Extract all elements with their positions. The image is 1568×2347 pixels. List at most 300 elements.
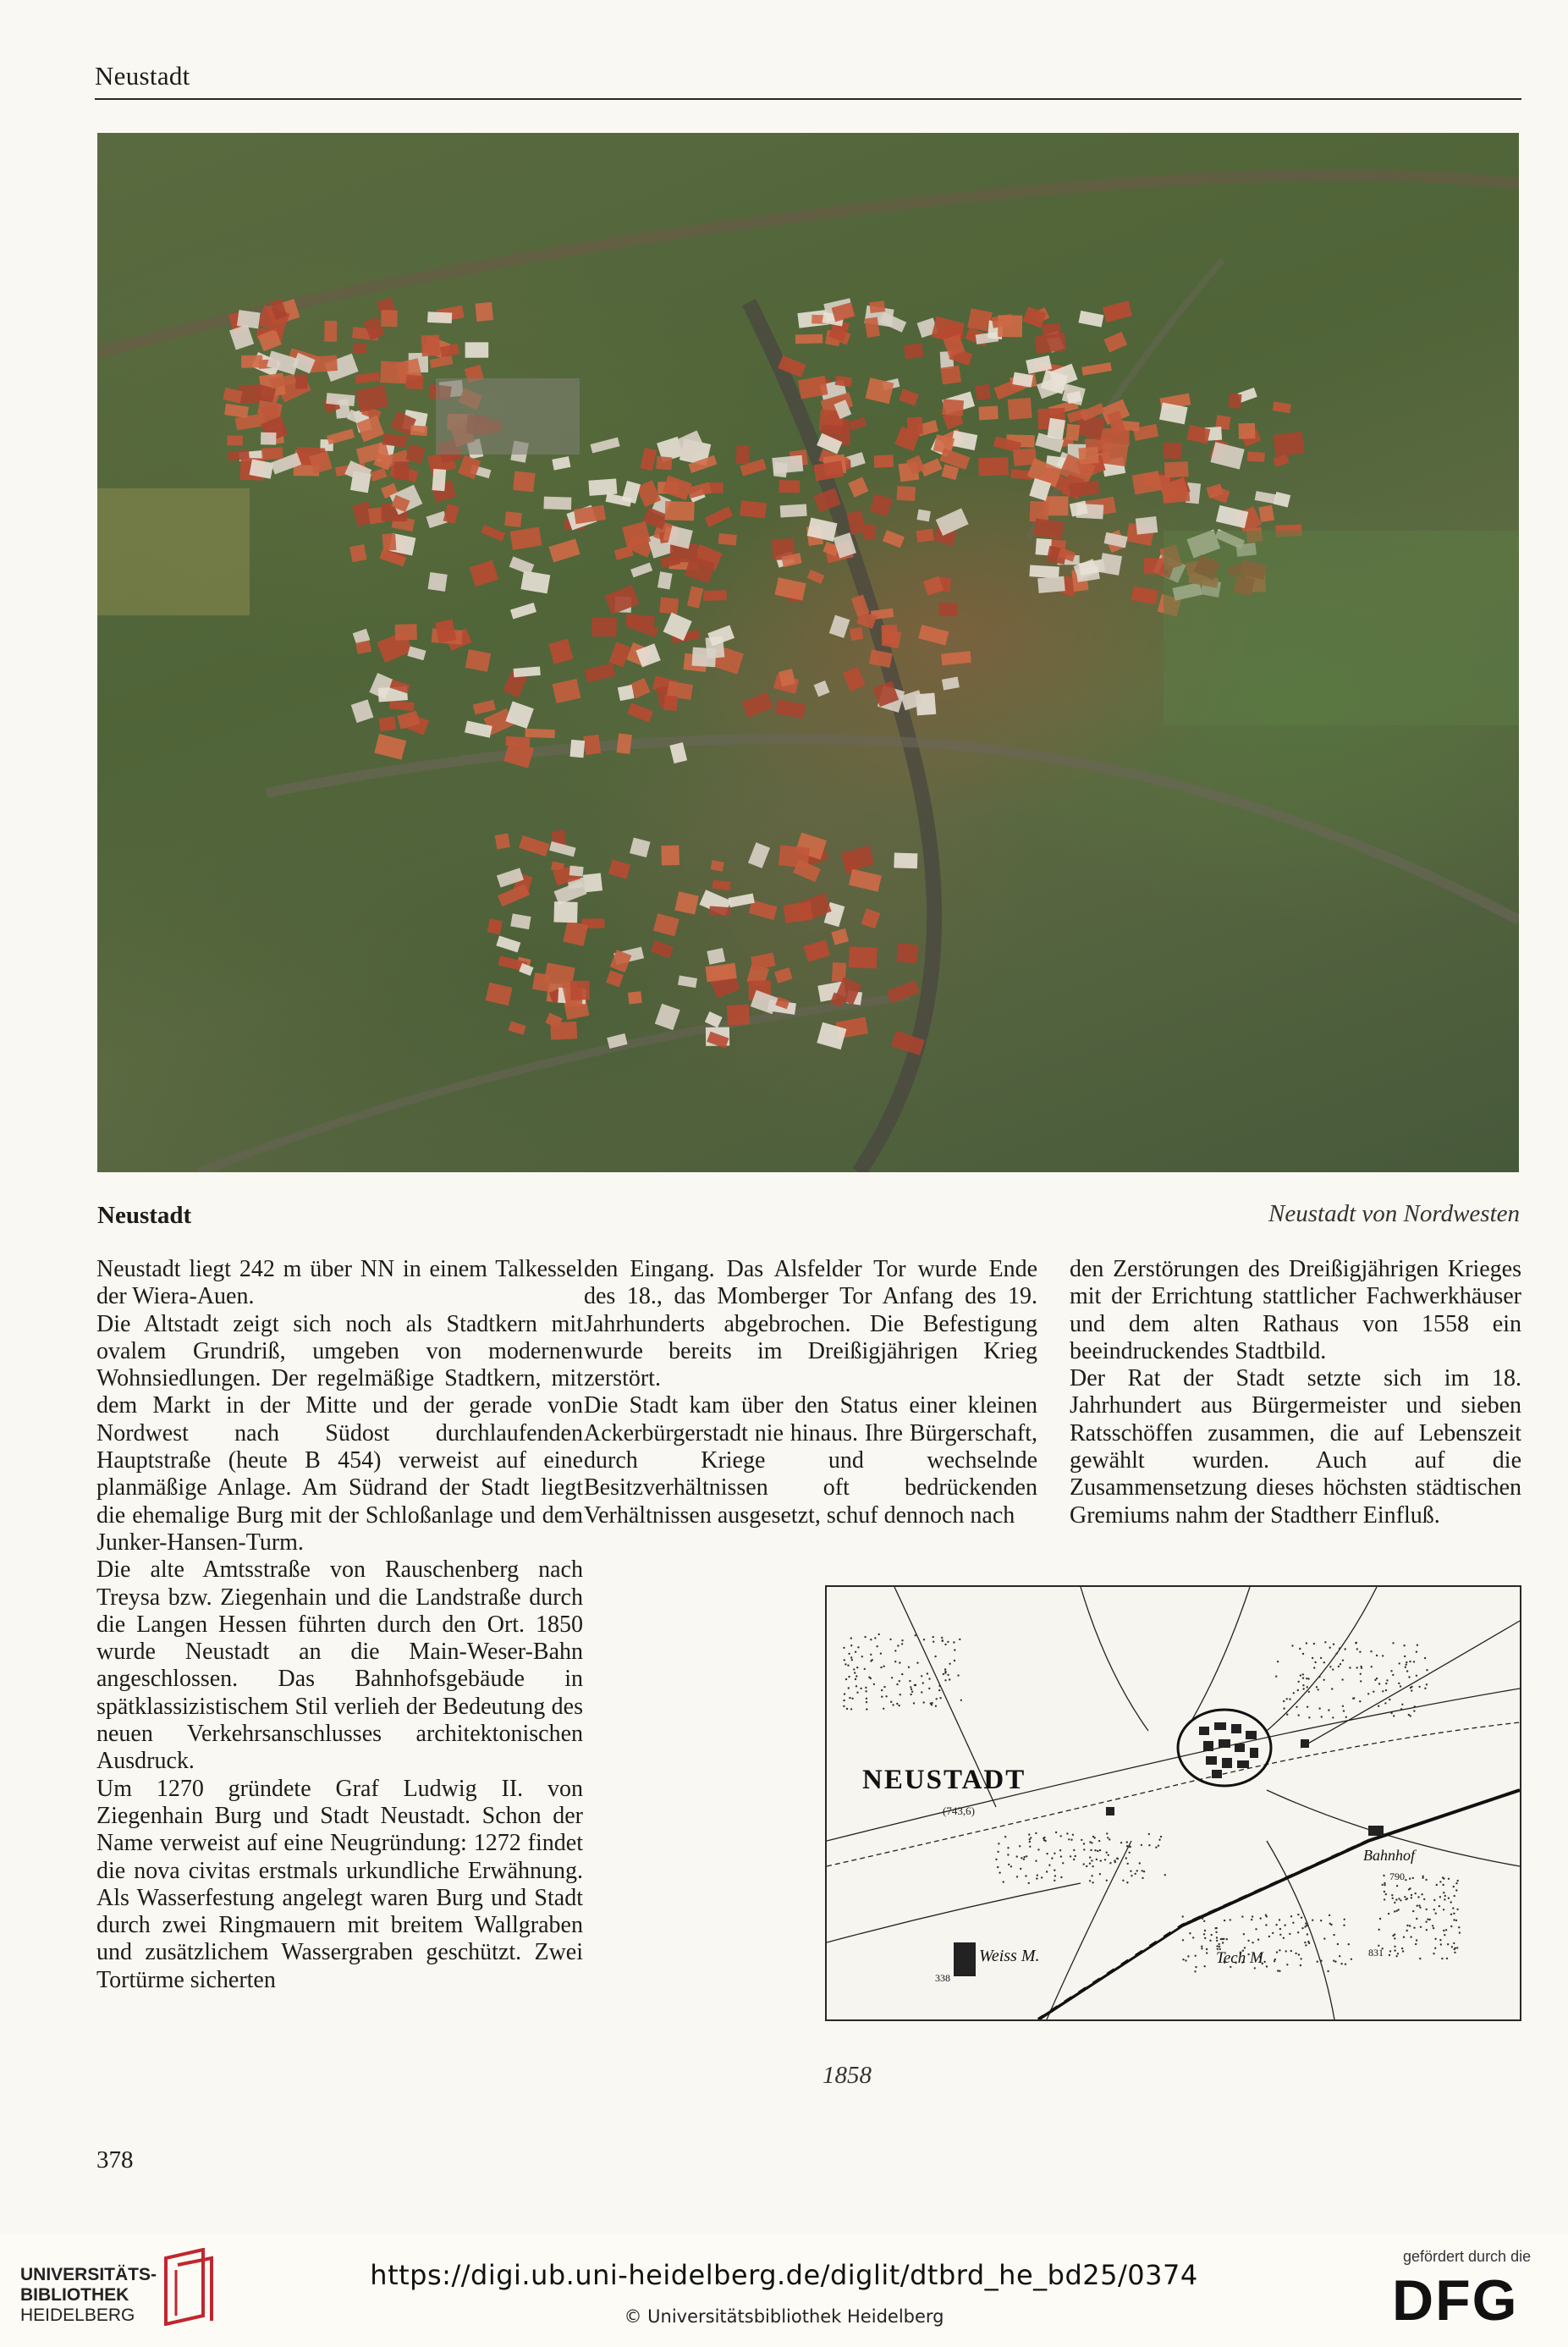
map-dot xyxy=(1029,1838,1031,1840)
map-dot xyxy=(1417,1905,1418,1907)
map-dot xyxy=(1360,1666,1362,1667)
map-dot xyxy=(1406,1930,1408,1931)
header-rule xyxy=(95,98,1521,100)
map-dot xyxy=(1345,1648,1346,1650)
map-dot xyxy=(1403,1937,1405,1938)
roof xyxy=(514,667,541,678)
paragraph: Die Stadt kam über den Status einer kleinen Ackerbürgerstadt nie hinaus. Ihre Bürgerschaft, durch Kriege und wechselnde Besitzverhältnissen oft bedrückenden Verhältnissen ausgesetzt, schuf dennoch nach xyxy=(584,1392,1037,1529)
map-dot xyxy=(1143,1870,1145,1872)
map-dot xyxy=(1370,1650,1372,1652)
roof xyxy=(486,983,513,1006)
map-dot xyxy=(1432,1925,1433,1926)
roof xyxy=(1247,452,1265,462)
map-dot xyxy=(939,1697,941,1699)
map-dot xyxy=(1142,1870,1143,1871)
map-dot xyxy=(1277,1970,1279,1971)
map-dot xyxy=(894,1650,896,1651)
map-dot xyxy=(1396,1885,1398,1887)
map-dot xyxy=(851,1659,853,1661)
map-dot xyxy=(1405,1667,1406,1668)
map-dot xyxy=(1016,1855,1018,1857)
roof xyxy=(1078,311,1103,328)
roof xyxy=(918,625,949,645)
map-dot xyxy=(1411,1894,1412,1896)
map-dot xyxy=(909,1680,911,1682)
map-dot xyxy=(1355,1642,1356,1644)
map-dot xyxy=(845,1678,847,1680)
map-dot xyxy=(1456,1947,1458,1948)
roof xyxy=(355,372,379,383)
map-dot xyxy=(1455,1882,1457,1884)
map-dot xyxy=(1243,1933,1245,1935)
map-dot xyxy=(1215,1927,1217,1929)
map-dot xyxy=(1046,1853,1048,1854)
roof xyxy=(1273,432,1304,457)
roof xyxy=(916,529,934,543)
roof xyxy=(509,1022,526,1035)
map-dot xyxy=(1306,1678,1307,1679)
funding-note: gefördert durch die xyxy=(1403,2248,1532,2265)
roof xyxy=(1078,447,1098,465)
map-dot xyxy=(1329,1915,1330,1916)
map-dot xyxy=(1148,1833,1150,1835)
map-dot xyxy=(1433,1927,1434,1929)
map-dot xyxy=(1379,1918,1381,1920)
roof xyxy=(705,506,734,526)
map-dot xyxy=(1298,1714,1300,1716)
map-dot xyxy=(997,1851,999,1853)
roof xyxy=(241,355,262,368)
map-dot xyxy=(1344,1919,1345,1920)
map-dot xyxy=(1382,1884,1384,1886)
roof xyxy=(795,334,823,344)
roof xyxy=(651,940,674,958)
roof xyxy=(261,432,276,445)
map-dot xyxy=(1408,1714,1410,1716)
map-dot xyxy=(1054,1853,1055,1854)
roof xyxy=(942,464,960,480)
map-dot xyxy=(1412,1877,1414,1879)
map-dot xyxy=(856,1675,857,1677)
map-dot xyxy=(1439,1905,1440,1907)
map-dot xyxy=(1324,1641,1326,1643)
photo-caption: Neustadt von Nordwesten xyxy=(1268,1200,1520,1227)
historic-map xyxy=(825,1585,1521,2021)
roof xyxy=(570,981,590,1000)
map-dot xyxy=(1451,1946,1453,1948)
map-dot xyxy=(1459,1931,1461,1933)
map-dot xyxy=(1284,1925,1285,1926)
map-dot xyxy=(1114,1861,1116,1863)
map-dot xyxy=(1453,1919,1455,1920)
map-dot xyxy=(1400,1708,1402,1710)
map-dot xyxy=(1091,1875,1092,1876)
map-dot xyxy=(1130,1846,1131,1848)
map-dot xyxy=(866,1708,867,1710)
map-dot xyxy=(1126,1881,1128,1883)
map-dot xyxy=(1298,1953,1300,1955)
roof xyxy=(614,546,634,560)
map-dot xyxy=(866,1701,867,1703)
map-dot xyxy=(896,1703,898,1705)
map-dot xyxy=(1443,1877,1444,1879)
roof xyxy=(543,497,571,510)
map-dot xyxy=(1089,1856,1091,1858)
roof xyxy=(751,952,775,970)
map-dot xyxy=(855,1678,856,1680)
map-dot xyxy=(1376,1655,1378,1656)
map-dot xyxy=(1398,1683,1400,1684)
map-dot xyxy=(1305,1922,1307,1924)
roof xyxy=(655,1004,680,1030)
roof xyxy=(907,416,923,435)
map-dot xyxy=(1073,1859,1075,1860)
map-dot xyxy=(1268,1936,1270,1937)
map-dot xyxy=(1406,1898,1408,1899)
map-dot xyxy=(1320,1657,1322,1659)
map-dot xyxy=(1351,1959,1352,1960)
map-dot xyxy=(1323,1679,1325,1681)
aerial-photo xyxy=(97,133,1519,1172)
map-dot xyxy=(856,1692,858,1694)
map-dot xyxy=(960,1700,962,1701)
roof xyxy=(1273,455,1289,467)
roof xyxy=(711,860,724,872)
map-dot xyxy=(1108,1854,1109,1856)
map-dot xyxy=(1439,1939,1441,1941)
map-dot xyxy=(1435,1913,1437,1915)
map-dot xyxy=(854,1672,856,1673)
roof xyxy=(712,880,731,891)
map-dot xyxy=(892,1704,894,1705)
roof xyxy=(261,447,283,460)
roof xyxy=(627,702,653,722)
map-dot xyxy=(1335,1653,1337,1655)
roof xyxy=(324,321,337,342)
map-dot xyxy=(1215,1931,1217,1933)
map-dot xyxy=(1395,1898,1397,1900)
map-dot xyxy=(1454,1952,1455,1953)
map-dot xyxy=(1297,1931,1299,1933)
roof xyxy=(1101,442,1128,466)
roof xyxy=(465,342,489,357)
roof xyxy=(849,946,878,968)
roof xyxy=(553,679,581,703)
map-dot xyxy=(1427,1919,1428,1920)
map-dot xyxy=(1019,1845,1021,1847)
map-dot xyxy=(1054,1870,1055,1871)
roof xyxy=(520,570,550,593)
roof xyxy=(475,302,493,322)
map-dot xyxy=(1453,1913,1455,1915)
map-dot xyxy=(1378,1929,1380,1931)
map-dot xyxy=(1313,1643,1315,1645)
map-dot xyxy=(1341,1678,1343,1680)
map-dot xyxy=(860,1688,861,1689)
map-dot xyxy=(1223,1938,1224,1940)
map-dot xyxy=(1089,1841,1091,1843)
map-dot xyxy=(944,1679,946,1681)
roof xyxy=(588,478,617,495)
map-dot xyxy=(1025,1875,1026,1876)
map-dot xyxy=(1384,1882,1385,1884)
map-dot xyxy=(938,1685,940,1687)
map-dot xyxy=(1433,1953,1434,1954)
map-dot xyxy=(843,1700,845,1701)
roof xyxy=(849,417,867,431)
map-dot xyxy=(1016,1876,1018,1877)
map-dot xyxy=(1348,1943,1350,1945)
roof xyxy=(355,385,388,412)
map-dot xyxy=(1279,1949,1280,1951)
map-dot xyxy=(885,1695,887,1697)
roof xyxy=(1132,471,1162,494)
map-dot xyxy=(848,1687,850,1689)
map-dot xyxy=(1450,1901,1452,1903)
map-dot xyxy=(1367,1693,1369,1694)
text-column-2 xyxy=(584,1256,1037,1529)
map-dot xyxy=(1333,1960,1334,1962)
roof xyxy=(678,976,697,989)
map-dot xyxy=(1323,1937,1325,1939)
map-dot xyxy=(899,1661,900,1663)
map-dot xyxy=(1094,1837,1096,1838)
roof xyxy=(665,501,695,521)
map-dot xyxy=(1070,1855,1071,1857)
map-dot xyxy=(1155,1847,1157,1848)
map-dot xyxy=(1443,1930,1444,1931)
map-dot xyxy=(1330,1924,1332,1926)
map-dot xyxy=(1413,1661,1415,1662)
map-dot xyxy=(1241,1915,1243,1917)
roof xyxy=(779,480,801,493)
map-dot xyxy=(1024,1856,1026,1858)
roof xyxy=(1274,492,1290,507)
map-dot xyxy=(1290,1915,1292,1917)
map-dot xyxy=(1182,1959,1184,1960)
map-dot xyxy=(1026,1855,1027,1857)
map-dot xyxy=(957,1674,959,1676)
roof xyxy=(563,921,588,946)
map-dot xyxy=(1054,1880,1055,1881)
map-dot xyxy=(1414,1705,1416,1707)
roof xyxy=(505,736,530,747)
roof xyxy=(548,639,573,664)
map-dot xyxy=(1426,1669,1428,1671)
roof xyxy=(896,943,918,964)
map-dot xyxy=(1283,1707,1285,1709)
map-dot xyxy=(1224,1920,1225,1921)
roof xyxy=(1210,442,1244,469)
map-dot xyxy=(1316,1686,1318,1688)
map-dot xyxy=(1037,1875,1038,1876)
map-dot xyxy=(954,1660,955,1661)
map-dot xyxy=(916,1662,918,1664)
map-dot xyxy=(1219,1943,1220,1945)
map-dot xyxy=(845,1663,846,1665)
roof xyxy=(628,991,642,1005)
map-dot xyxy=(998,1843,999,1844)
map-dot xyxy=(870,1660,872,1661)
roof xyxy=(707,948,725,965)
map-dot xyxy=(1417,1896,1419,1898)
roof xyxy=(618,685,635,701)
roof xyxy=(427,311,452,323)
map-dot xyxy=(1423,1898,1425,1900)
copyright-notice: © Universitätsbibliothek Heidelberg xyxy=(624,2306,944,2327)
paragraph: Neustadt liegt 242 m über NN in einem Talkessel der Wiera-Auen. xyxy=(96,1256,583,1310)
map-dot xyxy=(1020,1868,1021,1870)
map-dot xyxy=(1404,1656,1406,1657)
map-dot xyxy=(1409,1661,1411,1662)
map-dot xyxy=(1385,1689,1387,1691)
map-dot xyxy=(1384,1884,1385,1886)
page-number: 378 xyxy=(96,2146,134,2173)
roof xyxy=(1164,443,1182,459)
map-dot xyxy=(1382,1655,1384,1656)
map-dot xyxy=(1195,1966,1197,1968)
map-bahnhof-elevation: 790 xyxy=(1389,1870,1405,1882)
map-dot xyxy=(874,1637,876,1639)
roof xyxy=(1255,491,1277,504)
map-dot xyxy=(898,1705,900,1706)
roof xyxy=(513,471,535,493)
map-dot xyxy=(878,1634,880,1635)
map-dot xyxy=(1443,1892,1444,1893)
map-dot xyxy=(1251,1919,1252,1920)
map-dot xyxy=(850,1645,852,1646)
map-dot xyxy=(933,1636,934,1638)
roof xyxy=(1216,505,1248,528)
roof xyxy=(1103,332,1127,353)
map-dot xyxy=(1390,1712,1392,1714)
map-caption: 1858 xyxy=(823,2062,872,2089)
map-dot xyxy=(901,1643,903,1645)
map-dot xyxy=(1329,1666,1331,1667)
map-dot xyxy=(1403,1645,1405,1646)
map-dot xyxy=(1444,1898,1445,1900)
map-dot xyxy=(896,1683,898,1685)
map-dot xyxy=(1329,1647,1331,1649)
map-dot xyxy=(1252,1915,1253,1917)
map-dot xyxy=(843,1647,845,1649)
roof xyxy=(394,461,410,479)
map-dot xyxy=(1401,1704,1403,1705)
roof xyxy=(941,651,971,665)
map-dot xyxy=(1070,1839,1072,1841)
map-dot xyxy=(944,1644,946,1645)
map-dot xyxy=(1392,1935,1394,1937)
roof xyxy=(237,310,261,328)
roof xyxy=(498,884,530,906)
roof xyxy=(525,729,555,738)
map-dot xyxy=(1342,1660,1344,1661)
map-dot xyxy=(1327,1970,1329,1972)
roof xyxy=(381,310,398,327)
map-dot xyxy=(1066,1832,1068,1834)
map-dot xyxy=(1450,1914,1452,1915)
map-dot xyxy=(1400,1899,1401,1901)
roof xyxy=(1037,576,1065,593)
map-dot xyxy=(866,1698,867,1700)
map-dot xyxy=(1286,1698,1288,1700)
map-dot xyxy=(1425,1879,1427,1881)
map-dot xyxy=(1206,1952,1208,1953)
map-dot xyxy=(1201,1948,1202,1949)
map-dot xyxy=(1279,1934,1281,1936)
roof xyxy=(640,448,657,471)
map-dot xyxy=(1402,1950,1404,1952)
map-dot xyxy=(877,1645,878,1647)
map-dot xyxy=(921,1691,922,1693)
map-dot xyxy=(959,1639,960,1640)
map-dot xyxy=(942,1640,944,1642)
map-dot xyxy=(1301,1917,1302,1919)
map-dot xyxy=(1388,1913,1389,1915)
permalink-url[interactable]: https://digi.ub.uni-heidelberg.de/diglit/dtbrd_he_bd25/0374 xyxy=(370,2259,1198,2291)
map-dot xyxy=(1446,1958,1448,1959)
map-dot xyxy=(1394,1946,1395,1948)
map-dot xyxy=(1302,1673,1304,1675)
map-dot xyxy=(1376,1678,1378,1679)
roof xyxy=(742,692,773,718)
map-dot xyxy=(1429,1919,1431,1920)
map-dot xyxy=(1320,1960,1322,1962)
roof xyxy=(295,374,308,388)
map-dot xyxy=(1300,1958,1301,1959)
map-dot xyxy=(1424,1688,1426,1689)
map-dot xyxy=(1289,1698,1290,1700)
roof xyxy=(379,716,397,731)
roof xyxy=(998,315,1022,337)
map-dot xyxy=(855,1651,856,1653)
map-dot xyxy=(1394,1937,1395,1939)
map-dot xyxy=(1220,1938,1222,1940)
map-dot xyxy=(1004,1836,1006,1837)
map-dot xyxy=(1457,1880,1459,1881)
map-dot xyxy=(880,1667,882,1668)
map-dot xyxy=(1276,1951,1278,1953)
map-dot xyxy=(1192,1937,1194,1938)
map-dot xyxy=(1318,1676,1320,1678)
map-dot xyxy=(1104,1859,1106,1860)
map-dot xyxy=(1342,1705,1344,1707)
map-dot xyxy=(1406,1925,1408,1926)
map-dot xyxy=(1081,1839,1082,1841)
map-dot xyxy=(1127,1863,1129,1865)
map-elevation-label: (743,6) xyxy=(943,1804,975,1817)
map-dot xyxy=(1440,1943,1442,1945)
map-dot xyxy=(1204,1930,1206,1931)
map-dot xyxy=(927,1672,928,1674)
map-dot xyxy=(1158,1845,1159,1847)
map-dot xyxy=(1226,1938,1228,1940)
roof xyxy=(608,859,630,879)
map-dot xyxy=(1300,1674,1301,1676)
map-dot xyxy=(1109,1838,1110,1840)
dfg-logo[interactable]: DFG xyxy=(1392,2268,1519,2333)
roof xyxy=(553,901,577,923)
map-dot xyxy=(1295,1953,1296,1954)
roof xyxy=(1136,516,1158,535)
map-dot xyxy=(1272,1932,1274,1934)
map-dot xyxy=(928,1688,930,1689)
map-dot xyxy=(1120,1842,1122,1843)
map-dot xyxy=(851,1698,853,1700)
map-dot xyxy=(1131,1875,1132,1876)
map-dot xyxy=(1425,1921,1427,1923)
roof xyxy=(569,866,584,877)
